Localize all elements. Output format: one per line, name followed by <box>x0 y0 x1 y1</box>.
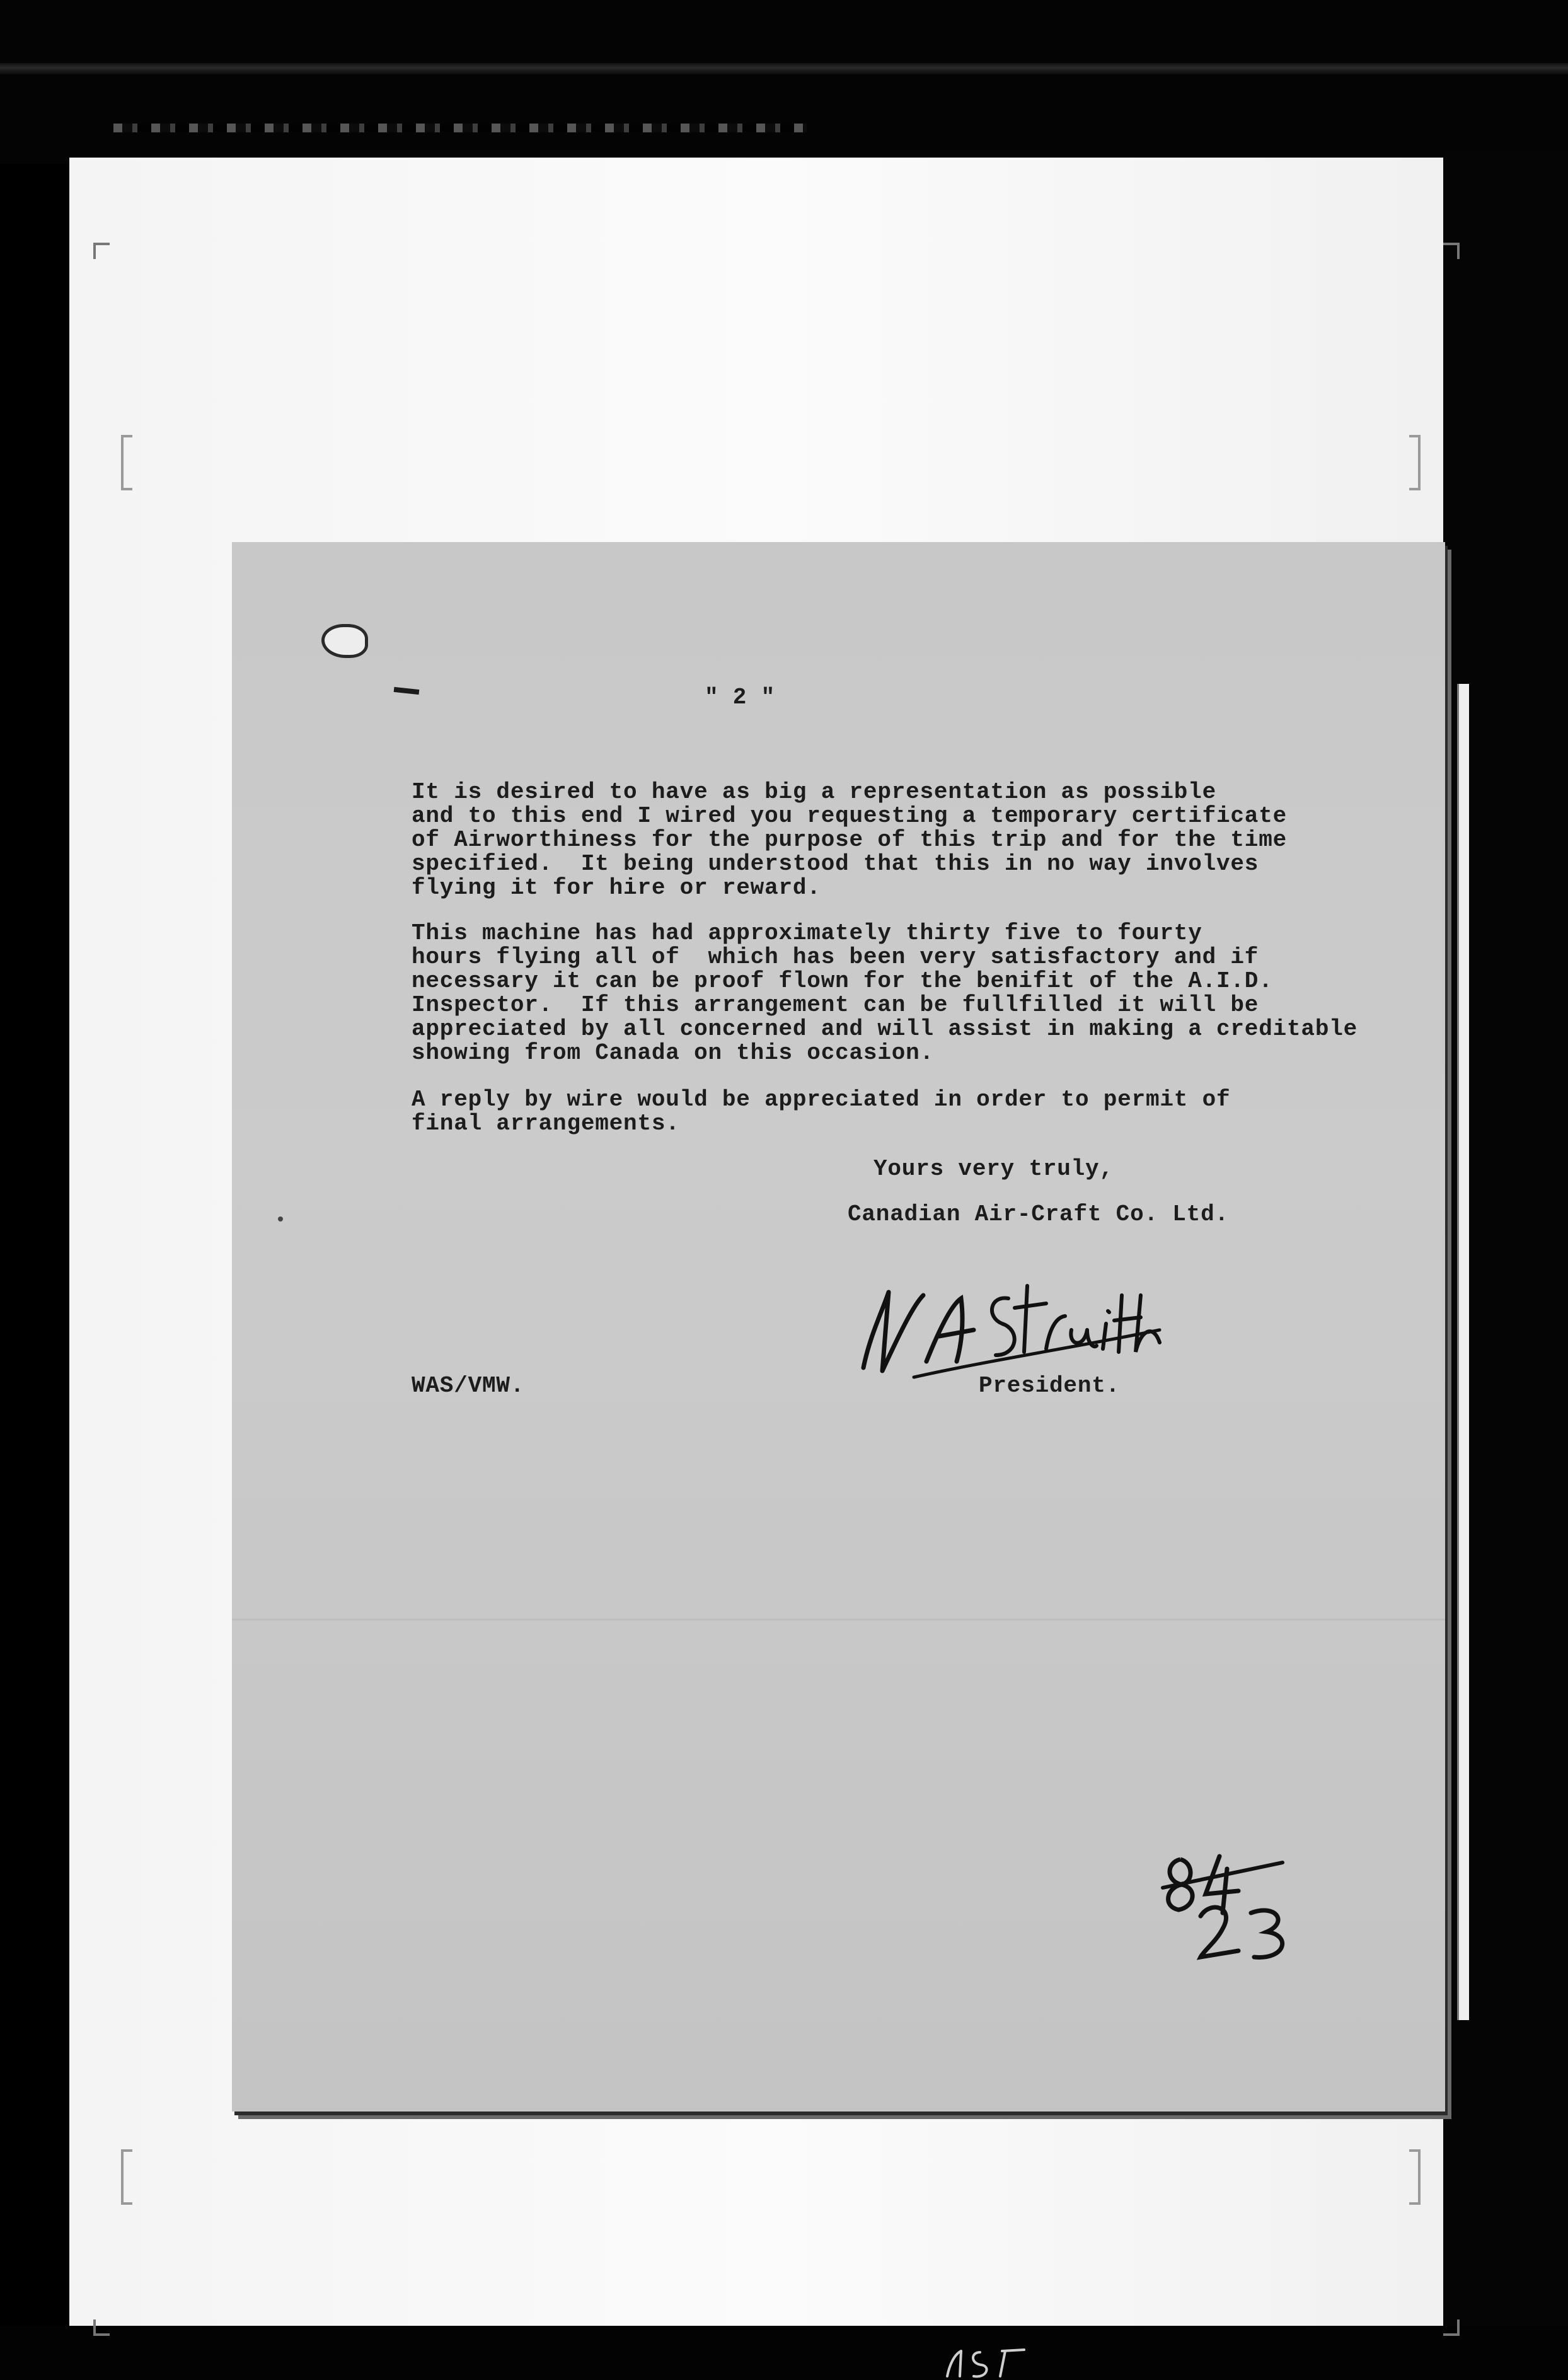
signatory-title: President. <box>979 1373 1121 1399</box>
closing: Yours very truly, <box>873 1156 1114 1182</box>
punch-hole <box>321 624 368 658</box>
bottom-handwritten-mark <box>942 2345 1030 2380</box>
bracket-left-upper <box>121 435 132 490</box>
archive-number-handwritten <box>1156 1847 1333 1967</box>
company-name: Canadian Air-Craft Co. Ltd. <box>848 1201 1229 1227</box>
corner-mark-bottom-left <box>93 2319 110 2336</box>
reference-initials: WAS/VMW. <box>412 1373 525 1399</box>
fold-line <box>232 1619 1445 1620</box>
film-specks <box>113 124 807 132</box>
bracket-right-lower <box>1409 2149 1421 2205</box>
corner-mark-top-left <box>93 243 110 259</box>
bracket-left-lower <box>121 2149 132 2205</box>
handwritten-signature <box>845 1235 1172 1387</box>
paragraph-2: This machine has had approximately thirty five to fourty hours flying all of which has been very satisfactory and if necessary it can be proof flown for the benifit of the A.I.D. Inspector. If this arrangement can be fullfilled it will be appreciated by all concerned and will assist in making a creditable showing from Canada on this occasion. <box>412 920 1358 1066</box>
paragraph-3: A reply by wire would be appreciated in order to permit of final arrangements. <box>412 1087 1231 1136</box>
film-border-bottom <box>0 2326 1568 2380</box>
underlying-page-edge <box>1457 684 1469 2020</box>
page-number: " 2 " <box>705 685 776 710</box>
ink-dot <box>278 1216 283 1222</box>
corner-mark-bottom-right <box>1443 2319 1460 2336</box>
film-strip <box>0 63 1568 74</box>
paragraph-1: It is desired to have as big a representation as possible and to this end I wired you requesting a temporary certificate of Airworthiness for the purpose of this trip and for the time specified. It being understood that this in no way involves flying it for hire or reward. <box>412 779 1288 901</box>
film-border-top <box>0 0 1568 164</box>
bracket-right-upper <box>1409 435 1421 490</box>
corner-mark-top-right <box>1443 243 1460 259</box>
